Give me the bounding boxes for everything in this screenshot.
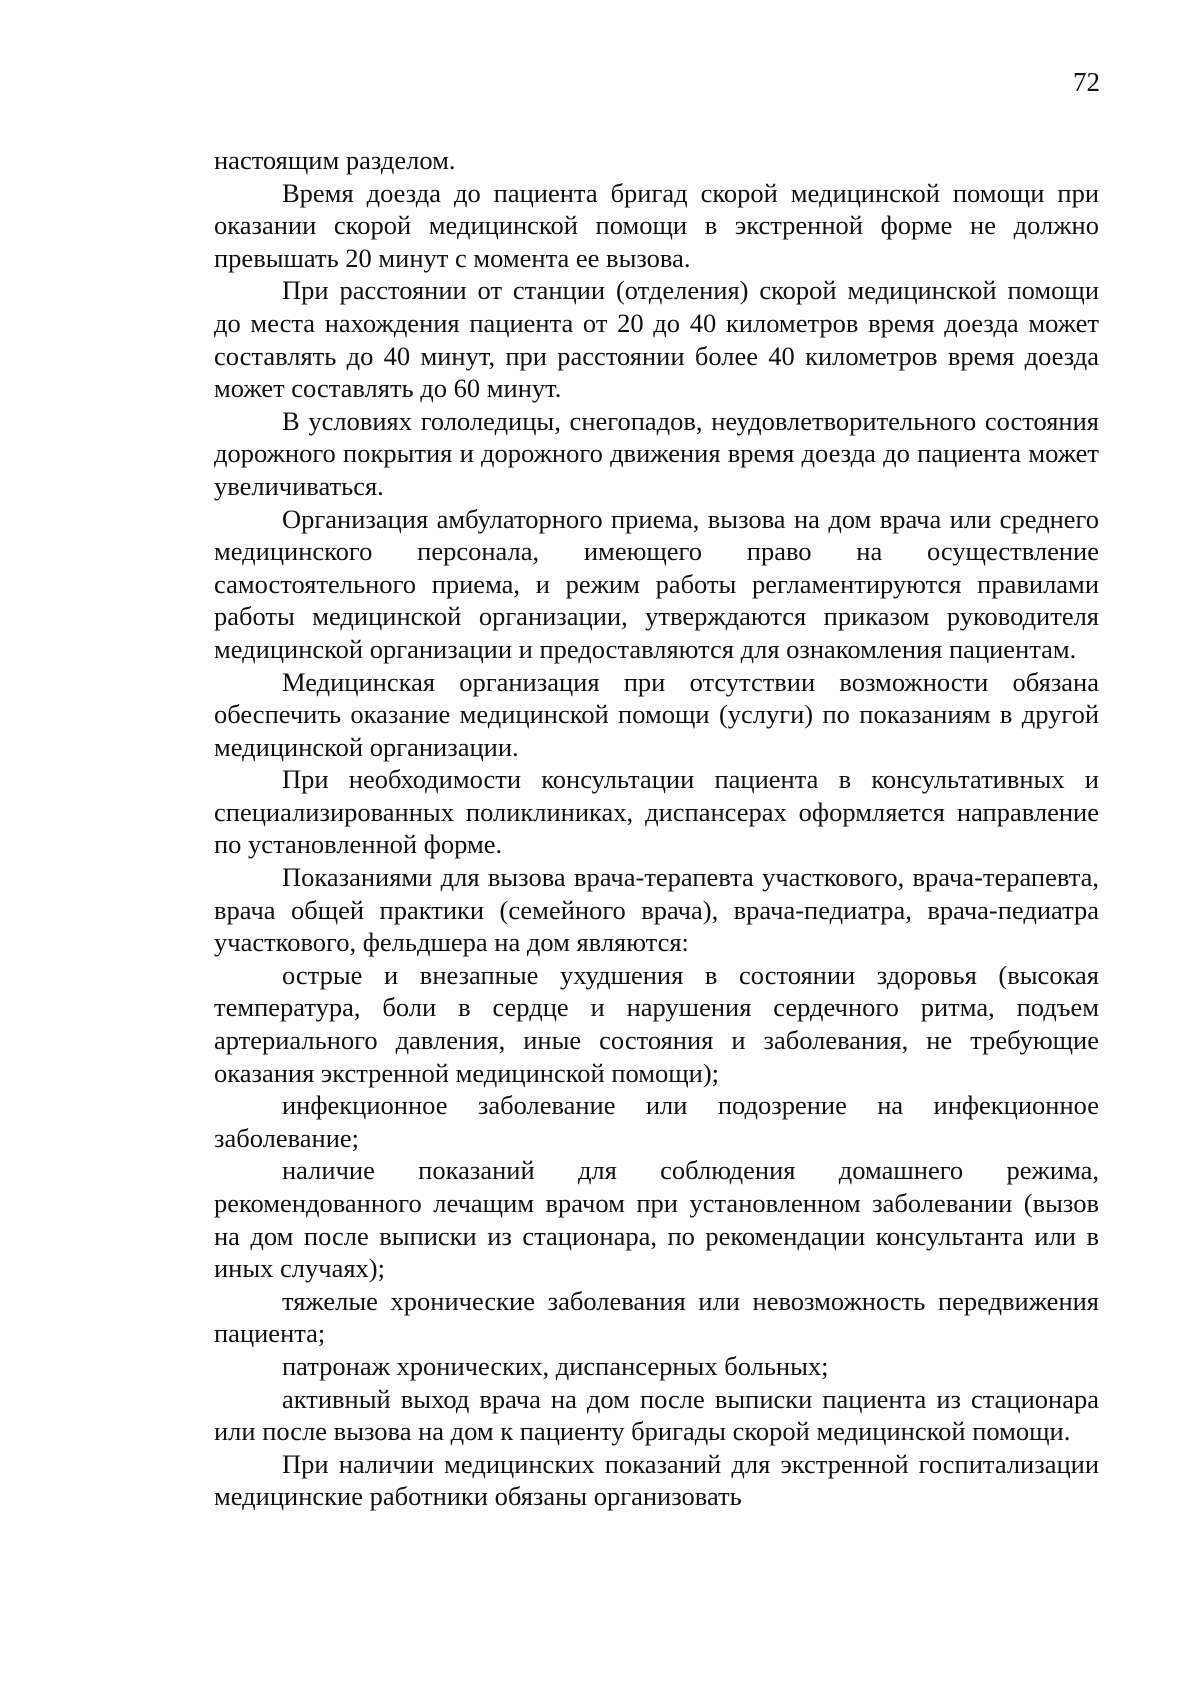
paragraph-alternative-organization: Медицинская организация при отсутствии возможности обязана обеспечить оказание медицинской помощи (услуги) по показаниям в другой медицинской организации. xyxy=(214,666,1099,762)
list-item-infectious-disease: инфекционное заболевание или подозрение на инфекционное заболевание; xyxy=(214,1090,1099,1153)
list-item-home-regime: наличие показаний для соблюдения домашнего режима, рекомендованного лечащим врачом при установленном заболевании (вызов на дом после выписки из стационара, по рекомендации консультанта или в иных случаях); xyxy=(214,1155,1099,1284)
list-item-active-visit: активный выход врача на дом после выписки пациента из стационара или после вызова на дом к пациенту бригады скорой медицинской помощи. xyxy=(214,1383,1099,1447)
paragraph-distance: При расстоянии от станции (отделения) скорой медицинской помощи до места нахождения пациента от 20 до 40 километров время доезда может составлять до 40 минут, при расстоянии более 40 километров время доезда может составлять до 60 минут. xyxy=(214,275,1099,404)
paragraph-consultation-referral: При необходимости консультации пациента в консультативных и специализированных поликлиниках, диспансерах оформляется направление по установленной форме. xyxy=(214,764,1099,860)
paragraph-arrival-time: Время доезда до пациента бригад скорой медицинской помощи при оказании скорой медицинской помощи в экстренной форме не должно превышать 20 минут с момента ее вызова. xyxy=(214,177,1099,273)
paragraph-outpatient-organization: Организация амбулаторного приема, вызова на дом врача или среднего медицинского персонала, имеющего право на осуществление самостоятельного приема, и режим работы регламентируются правилами работы медицинской организации, утверждаются приказом руководителя медицинской организации и предоставляются для ознакомления пациентам. xyxy=(214,503,1099,664)
paragraph-weather-conditions: В условиях гололедицы, снегопадов, неудовлетворительного состояния дорожного покрытия и дорожного движения время доезда до пациента может увеличиваться. xyxy=(214,405,1099,501)
page-number: 72 xyxy=(1073,67,1100,97)
document-body xyxy=(214,144,1099,1513)
list-item-acute-deterioration: острые и внезапные ухудшения в состоянии здоровья (высокая температура, боли в сердце и нарушения сердечного ритма, подъем артериального давления, иные состояния и заболевания, не требующие оказания экстренной медицинской помощи); xyxy=(214,959,1099,1088)
paragraph-emergency-hospitalization: При наличии медицинских показаний для экстренной госпитализации медицинские работники обязаны организовать xyxy=(214,1448,1099,1512)
paragraph-continuation: настоящим разделом. xyxy=(214,145,456,175)
list-item-chronic-disease: тяжелые хронические заболевания или невозможность передвижения пациента; xyxy=(214,1285,1099,1349)
list-item-patronage: патронаж хронических, диспансерных больных; xyxy=(282,1350,829,1381)
paragraph-home-visit-indications: Показаниями для вызова врача-терапевта участкового, врача-терапевта, врача общей практики (семейного врача), врача-педиатра, врача-педиатра участкового, фельдшера на дом являются: xyxy=(214,862,1099,958)
